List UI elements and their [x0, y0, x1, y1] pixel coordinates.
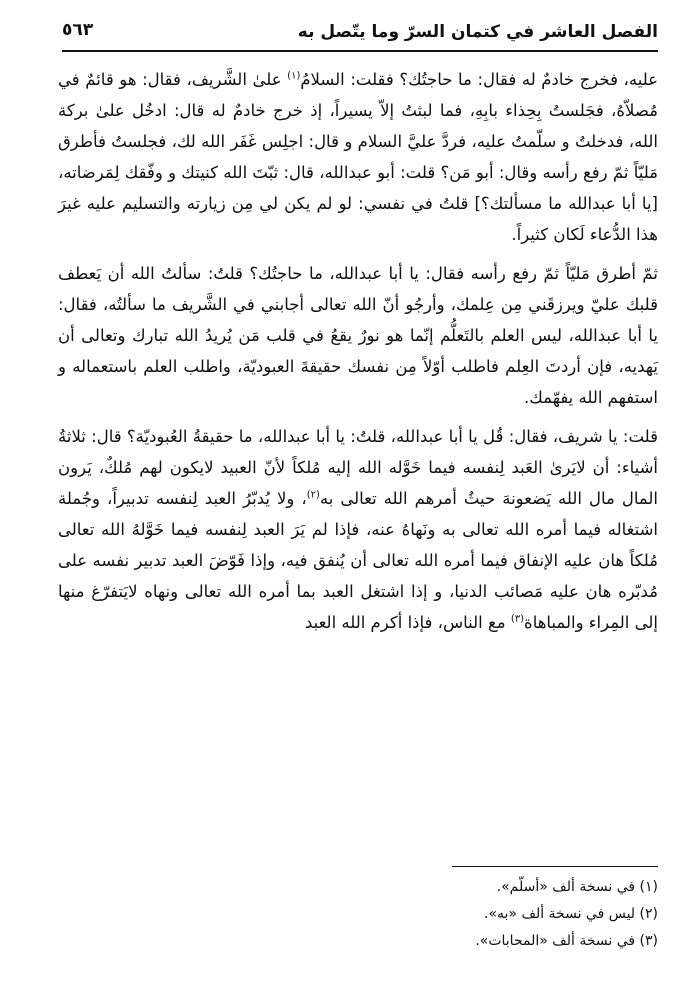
footnote-3: (٣) في نسخة ألف «المحابات».	[475, 933, 658, 949]
paragraph-1	[58, 64, 658, 250]
paragraph-1-text-a: عليه، فخرج خادمٌ له فقال: ما حاجتُك؟ فقلت: السلامُ	[300, 70, 659, 89]
footnotes	[58, 874, 658, 955]
footnote-marker-1: (١)	[287, 70, 301, 82]
page-header	[62, 20, 658, 54]
paragraph-3-text-b: ، ولا يُدبّرُ العبد لِنفسه تدبيراً، وجُملة اشتغاله فيما أمره الله تعالى به ونَهاهُ عنه، فإذا لم يَرَ العبد لِنفسه فيما خَوَّلهُ الله تعالى مُلكاً هان عليه الإنفاق فيما أمره الله تعالى أن يُنفق فيه، وإذا فَوّضَ العبد تدبير نفسه على مُدبّره هان عليه مَصائب الدنيا، و إذا اشتغل العبد بما أمره الله تعالى ونهاه لايَتفرّغ منها إلى المِراء والمباهاة	[58, 489, 658, 632]
footnote-marker-3: (٣)	[510, 613, 525, 625]
paragraph-3	[58, 421, 658, 638]
footnote-marker-2: (٢)	[306, 489, 320, 501]
paragraph-3-text-c: مع الناس، فإذا أكرم الله العبد	[304, 613, 511, 632]
paragraph-2	[58, 258, 658, 413]
paragraph-2-text: ثمّ أطرق مَليّاً ثمّ رفع رأسه فقال: يا أبا عبدالله، ما حاجتُك؟ قلتُ: سألتُ الله أن يَعطف قلبك عليّ ويرزقَني مِن عِلمك، وأرجُو أنّ الله تعالى أجابني في الشَّريف ما سألتُه، فقال: يا أبا عبدالله، ليس العلم بالتَعلُّم إنّما هو نورٌ يقعُ في قلب مَن يُريدُ الله تبارك وتعالى أن يَهديه، فإن أردتَ العِلم فاطلب أوّلاً مِن نفسك حقيقةَ العبوديّة، واطلب العلم باستعماله و استفهم الله يفهّمك.	[58, 264, 658, 407]
footnote-rule	[452, 866, 658, 867]
footnote-1: (١) في نسخة ألف «أسلّم».	[496, 879, 658, 895]
header-rule	[62, 50, 658, 52]
running-title: الفصل العاشر في كتمان السرّ وما يتّصل به	[297, 22, 658, 42]
page-number: ٥٦٣	[62, 20, 94, 40]
body-text	[58, 64, 658, 644]
footnote-2: (٢) ليس في نسخة ألف «به».	[484, 906, 658, 922]
paragraph-1-text-b: علىٰ الشَّريف، فقال: هو قائمٌ في مُصلاّهُ، فجَلستُ بِحِذاء بابِهِ، فما لبثتُ إلاّ يسيراً، إذ خرج خادمٌ له قال: ادخُل علىٰ بركة الله، فدخلتُ و سلّمتُ عليه، فردَّ عليَّ السلام و قال: اجلِس غَفَر الله لك، فجلستُ فأطرق مَليّاً ثمّ رفع رأسه وقال: أبو مَن؟ قلت: أبو عبدالله، قال: ثبّتَ الله كنيتك و وفّقك لِمَرضاته، [يا أبا عبدالله ما مسألتك؟] قلتُ في نفسي: لو لم يكن لي مِن زيارته والتسليم عليه غيرَ هذا الدُّعاء لَكان كثيراً.	[58, 70, 658, 244]
paragraph-3-text-a: قلت: يا شريف، فقال: قُل يا أبا عبدالله، قلتُ: يا أبا عبدالله، ما حقيقةُ العُبوديّة؟ قال: ثلاثةُ أشياء: أن لايَرىٰ العَبد لِنفسه فيما خَوَّله الله إليه مُلكاً لأنّ العبيد لايكون لهم مُلكٌ، يَرون المال مال الله يَضعونهَ حيثُ أمرهم الله تعالى به	[58, 427, 659, 508]
